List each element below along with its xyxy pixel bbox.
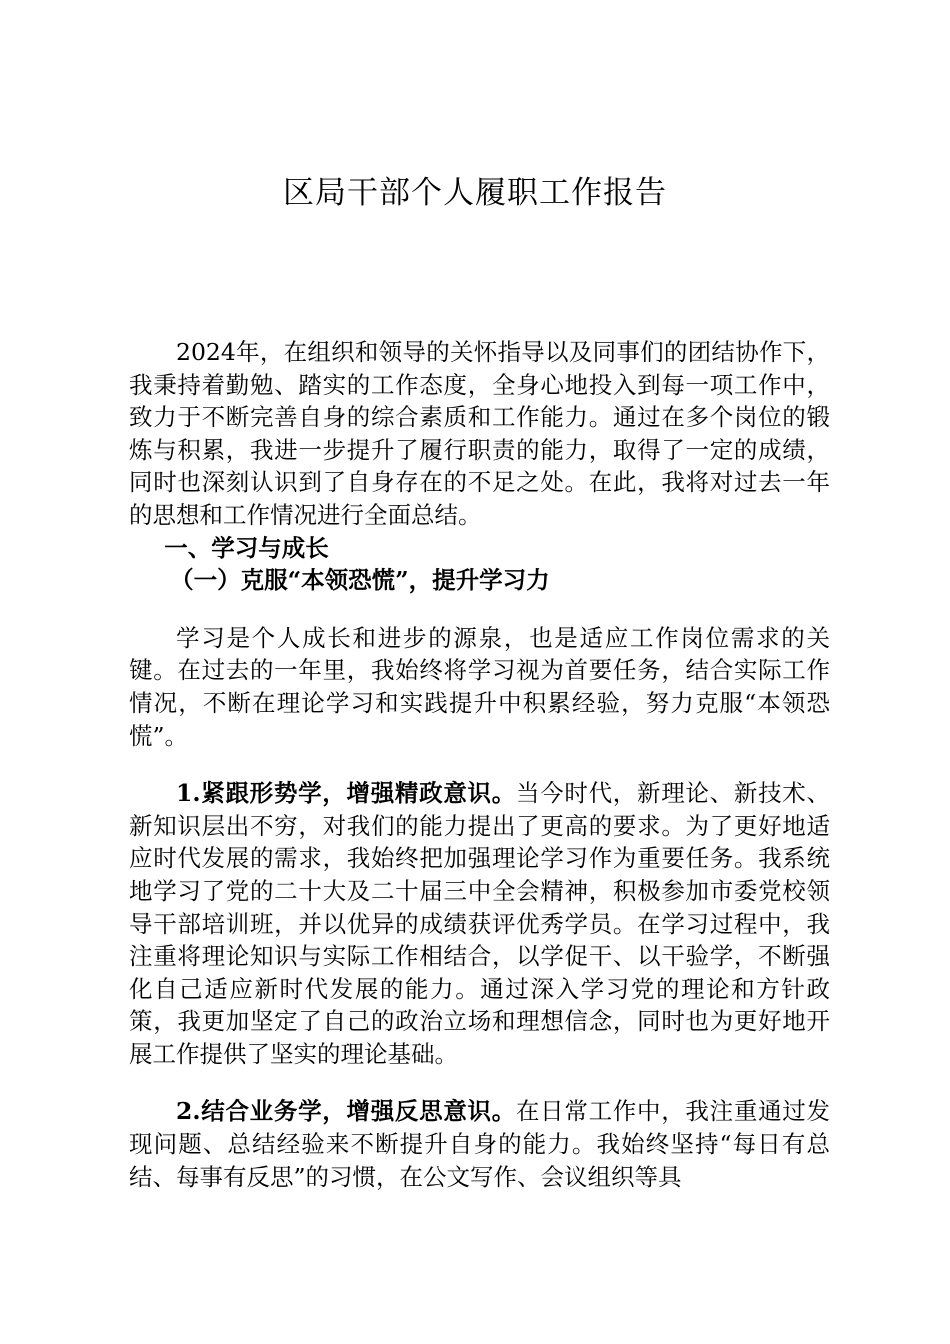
item-paragraph-1 [129, 777, 830, 1070]
item-paragraph-2 [129, 1095, 830, 1193]
subsection-heading-learning: （一）克服“本领恐慌”，提升学习力 [170, 566, 550, 595]
section-heading-study-growth: 一、学习与成长 [164, 533, 329, 562]
item-1-text: 当今时代，新理论、新技术、新知识层出不穷，对我们的能力提出了更高的要求。为了更好地适应时代发展的需求，我始终把加强理论学习作为重要任务。我系统地学习了党的二十大及二十届三中全会精神，积极参加市委党校领导干部培训班，并以优异的成绩获评优秀学员。在学习过程中，我注重将理论知识与实际工作相结合，以学促干、以干验学，不断强化自己适应新时代发展的能力。通过深入学习党的理论和方针政策，我更加坚定了自己的政治立场和理想信念，同时也为更好地开展工作提供了坚实的理论基础。 [129, 779, 830, 1068]
item-2-text: 在日常工作中，我注重通过发现问题、总结经验来不断提升自身的能力。我始终坚持“每日有总结、每事有反思”的习惯，在公文写作、会议组织等具 [129, 1097, 830, 1191]
item-2-lead: 2.结合业务学，增强反思意识。 [176, 1097, 516, 1126]
document-title: 区局干部个人履职工作报告 [283, 175, 667, 211]
document-body [129, 336, 830, 1193]
subsection-intro-paragraph: 学习是个人成长和进步的源泉，也是适应工作岗位需求的关键。在过去的一年里，我始终将学习视为首要任务，结合实际工作情况，不断在理论学习和实践提升中积累经验，努力克服“本领恐慌”。 [129, 623, 830, 750]
item-1-lead: 1.紧跟形势学，增强精政意识。 [176, 779, 516, 808]
intro-paragraph: 2024年，在组织和领导的关怀指导以及同事们的团结协作下，我秉持着勤勉、踏实的工作态度，全身心地投入到每一项工作中，致力于不断完善自身的综合素质和工作能力。通过在多个岗位的锻炼与积累，我进一步提升了履行职责的能力，取得了一定的成绩，同时也深刻认识到了自身存在的不足之处。在此，我将对过去一年的思想和工作情况进行全面总结。 [129, 338, 830, 529]
